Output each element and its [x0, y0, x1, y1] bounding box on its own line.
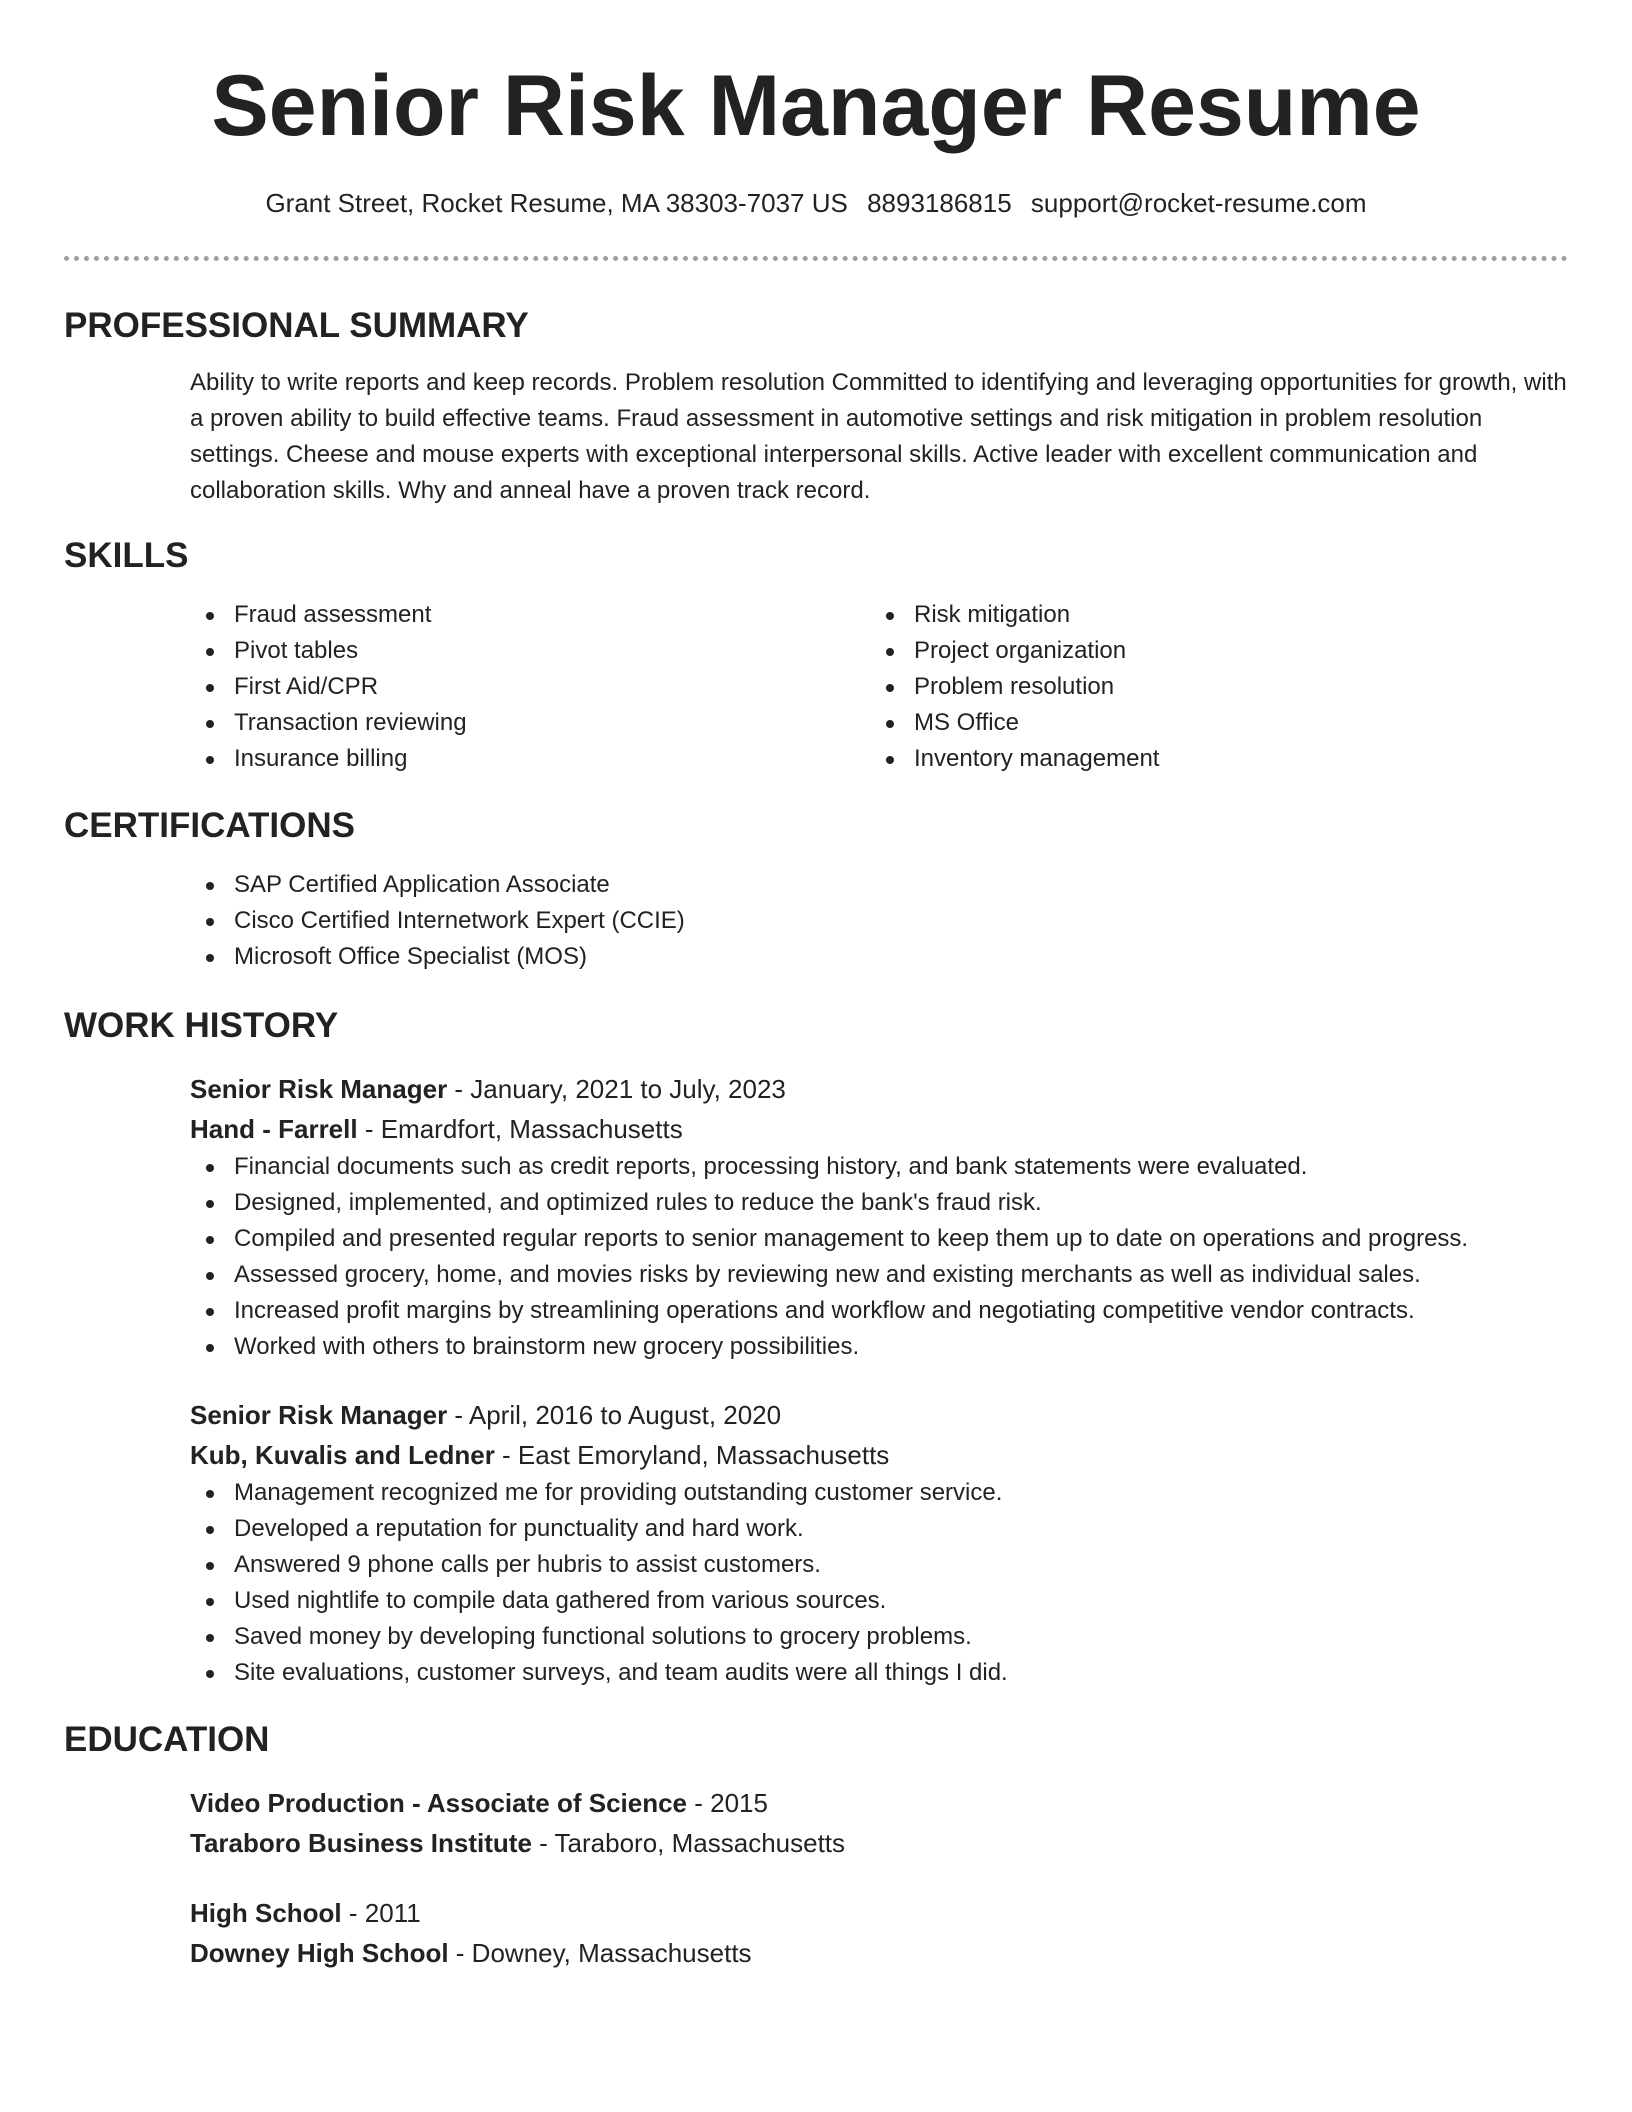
job-location: - East Emoryland, Massachusetts: [494, 1440, 890, 1470]
education-year: - 2015: [687, 1788, 768, 1818]
education-school: Taraboro Business Institute: [190, 1828, 532, 1858]
resume-title: Senior Risk Manager Resume: [211, 58, 1421, 154]
work-section: [64, 1005, 1568, 1691]
education-school-line: [190, 1933, 1568, 1973]
summary-text: Ability to write reports and keep records. Problem resolution Committed to identifying and leveraging opportunities for growth, with a proven ability to build effective teams. Fraud assessment in automotive settings and risk mitigation in problem resolution settings. Cheese and mouse experts with exceptional interpersonal skills. Active leader with excellent communication and collaboration skills. Why and anneal have a proven track record.: [190, 369, 1567, 504]
education-degree: High School: [190, 1898, 342, 1928]
education-degree-line: [190, 1893, 1568, 1933]
header-divider: [64, 256, 1568, 261]
education-entry: [190, 1893, 1568, 1973]
education-heading: EDUCATION: [64, 1720, 270, 1759]
list-item: Fraud assessment: [190, 597, 870, 633]
list-item: Pivot tables: [190, 633, 870, 669]
job-company-line: [190, 1435, 1568, 1475]
education-school: Downey High School: [190, 1938, 449, 1968]
education-location: - Downey, Massachusetts: [448, 1938, 752, 1968]
list-item: SAP Certified Application Associate: [190, 867, 1568, 903]
summary-heading: PROFESSIONAL SUMMARY: [64, 306, 529, 345]
list-item: Risk mitigation: [870, 597, 1550, 633]
list-item: Compiled and presented regular reports to senior management to keep them up to date on operations and progress.: [190, 1221, 1568, 1257]
contact-phone: 8893186815: [867, 188, 1012, 218]
list-item: Used nightlife to compile data gathered from various sources.: [190, 1583, 1568, 1619]
certifications-heading: CERTIFICATIONS: [64, 806, 356, 845]
skills-heading: SKILLS: [64, 536, 189, 575]
list-item: Saved money by developing functional solutions to grocery problems.: [190, 1619, 1568, 1655]
list-item: Management recognized me for providing outstanding customer service.: [190, 1475, 1568, 1511]
job-company: Kub, Kuvalis and Ledner: [190, 1440, 495, 1470]
job-bullets: [190, 1475, 1568, 1691]
job-location: - Emardfort, Massachusetts: [357, 1114, 683, 1144]
summary-section: [64, 305, 1568, 509]
job-title: Senior Risk Manager: [190, 1074, 448, 1104]
job-title-line: [190, 1069, 1568, 1109]
skills-section: [64, 535, 1568, 777]
job-title: Senior Risk Manager: [190, 1400, 448, 1430]
job-dates: - April, 2016 to August, 2020: [447, 1400, 782, 1430]
work-heading: WORK HISTORY: [64, 1006, 339, 1045]
list-item: Answered 9 phone calls per hubris to assist customers.: [190, 1547, 1568, 1583]
education-degree-line: [190, 1783, 1568, 1823]
job-entry: [190, 1395, 1568, 1691]
education-section: [64, 1719, 1568, 1973]
contact-address: Grant Street, Rocket Resume, MA 38303-7037 US: [265, 188, 848, 218]
contact-line: [64, 186, 1568, 220]
list-item: Inventory management: [870, 741, 1550, 777]
list-item: Project organization: [870, 633, 1550, 669]
list-item: Cisco Certified Internetwork Expert (CCIE): [190, 903, 1568, 939]
job-company: Hand - Farrell: [190, 1114, 358, 1144]
education-degree: Video Production - Associate of Science: [190, 1788, 688, 1818]
job-entry: [190, 1069, 1568, 1365]
list-item: First Aid/CPR: [190, 669, 870, 705]
education-entry: [190, 1783, 1568, 1863]
list-item: Insurance billing: [190, 741, 870, 777]
list-item: Assessed grocery, home, and movies risks by reviewing new and existing merchants as well as individual sales.: [190, 1257, 1568, 1293]
list-item: Developed a reputation for punctuality and hard work.: [190, 1511, 1568, 1547]
contact-email: support@rocket-resume.com: [1030, 188, 1367, 218]
list-item: Designed, implemented, and optimized rules to reduce the bank's fraud risk.: [190, 1185, 1568, 1221]
skills-list-left: [190, 597, 870, 777]
list-item: MS Office: [870, 705, 1550, 741]
job-bullets: [190, 1149, 1568, 1365]
list-item: Financial documents such as credit reports, processing history, and bank statements were evaluated.: [190, 1149, 1568, 1185]
education-year: - 2011: [341, 1898, 421, 1928]
list-item: Increased profit margins by streamlining operations and workflow and negotiating competitive vendor contracts.: [190, 1293, 1568, 1329]
certifications-list: [190, 867, 1568, 975]
resume-page: [64, 0, 1568, 1973]
list-item: Site evaluations, customer surveys, and team audits were all things I did.: [190, 1655, 1568, 1691]
job-dates: - January, 2021 to July, 2023: [447, 1074, 786, 1104]
education-school-line: [190, 1823, 1568, 1863]
job-title-line: [190, 1395, 1568, 1435]
skills-list-right: [870, 597, 1550, 777]
job-company-line: [190, 1109, 1568, 1149]
list-item: Problem resolution: [870, 669, 1550, 705]
list-item: Microsoft Office Specialist (MOS): [190, 939, 1568, 975]
list-item: Transaction reviewing: [190, 705, 870, 741]
list-item: Worked with others to brainstorm new grocery possibilities.: [190, 1329, 1568, 1365]
education-location: - Taraboro, Massachusetts: [531, 1828, 846, 1858]
certifications-section: [64, 805, 1568, 975]
